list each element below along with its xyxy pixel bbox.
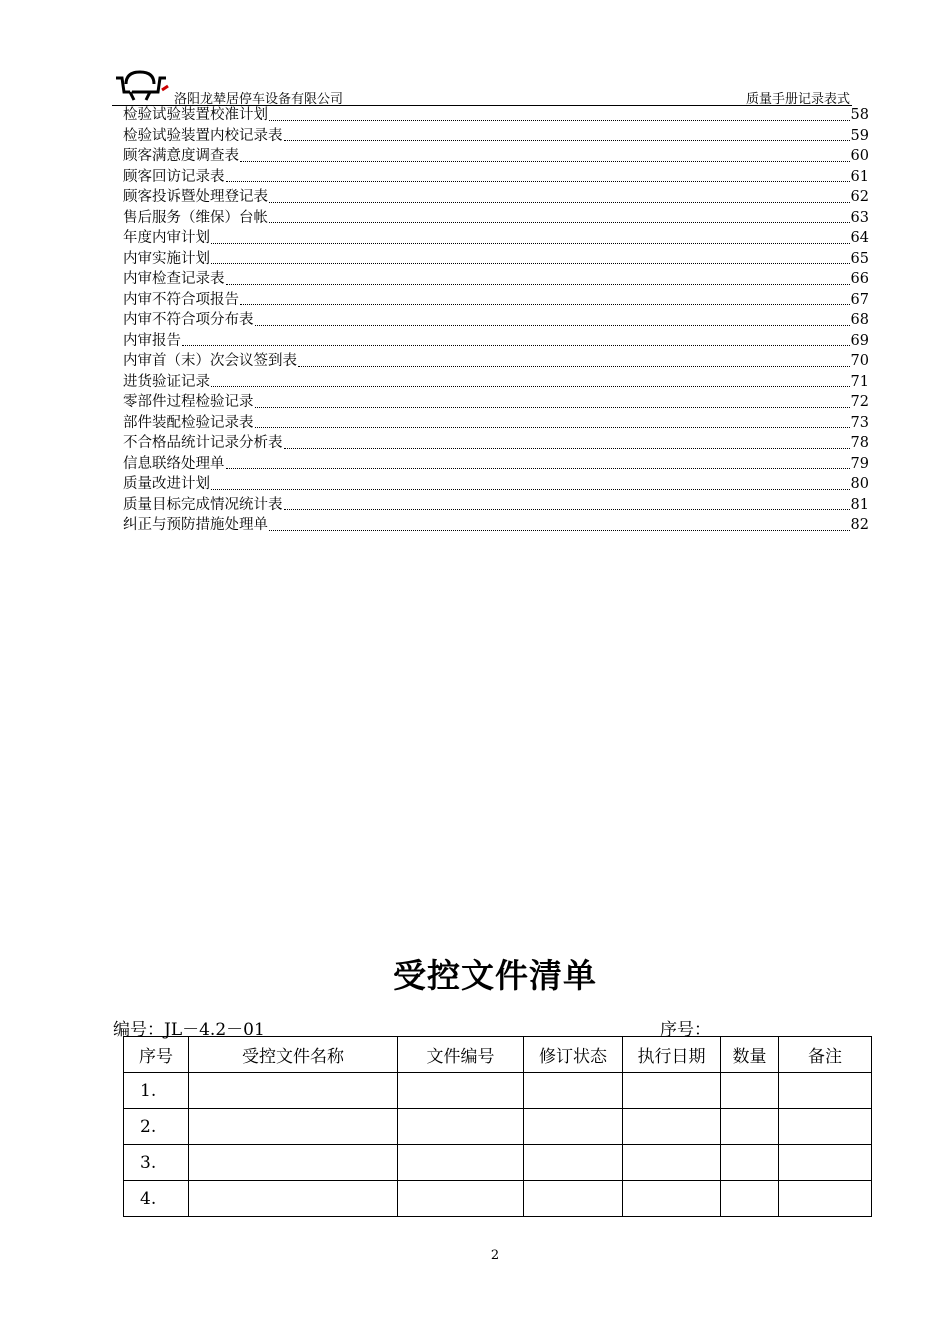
table-cell[interactable] [779,1109,872,1145]
table-cell[interactable] [623,1181,721,1217]
table-cell[interactable] [623,1145,721,1181]
toc-entry[interactable] [123,392,869,413]
row-number: 4. [124,1181,189,1217]
toc-entry-title: 顾客回访记录表 [123,168,225,185]
toc-leader-dots [211,242,850,244]
toc-entry-page: 59 [850,127,869,144]
table-cell[interactable] [189,1145,398,1181]
table-cell[interactable] [721,1073,779,1109]
toc-leader-dots [269,529,850,531]
toc-entry-page: 60 [850,148,869,164]
table-of-contents [123,105,869,536]
toc-entry[interactable] [123,105,869,126]
toc-entry-page: 81 [850,496,869,513]
toc-entry-title: 零部件过程检验记录 [123,394,254,410]
toc-leader-dots [255,426,850,428]
controlled-docs-table [123,1036,872,1217]
toc-leader-dots [211,488,850,490]
toc-leader-dots [255,406,850,408]
page-number: 2 [490,1248,500,1263]
column-header: 修订状态 [524,1037,623,1073]
toc-entry[interactable] [123,495,869,516]
toc-entry[interactable] [123,249,869,270]
toc-entry-title: 内审首（末）次会议签到表 [123,353,297,369]
toc-leader-dots [269,201,850,203]
toc-entry[interactable] [123,454,869,475]
toc-entry-page: 67 [850,291,869,308]
toc-entry-title: 年度内审计划 [123,230,210,246]
toc-entry-page: 65 [850,250,869,267]
toc-entry-title: 内审实施计划 [123,250,210,267]
toc-entry-title: 质量改进计划 [123,476,210,492]
toc-entry-page: 61 [850,168,869,185]
toc-entry[interactable] [123,167,869,188]
toc-entry-page: 73 [850,414,869,431]
table-cell[interactable] [398,1181,524,1217]
toc-entry[interactable] [123,433,869,454]
toc-entry-title: 不合格品统计记录分析表 [123,435,283,451]
table-cell[interactable] [524,1109,623,1145]
form-code: 编号：JL－4.2－01 [113,1020,265,1040]
toc-entry-page: 63 [850,209,869,226]
company-logo-icon [112,68,170,102]
toc-entry-title: 内审报告 [123,332,181,349]
column-header: 执行日期 [623,1037,721,1073]
toc-entry-page: 72 [850,394,869,410]
table-cell[interactable] [189,1181,398,1217]
toc-entry-page: 62 [850,189,869,205]
toc-leader-dots [269,119,850,121]
toc-entry[interactable] [123,474,869,495]
manual-title: 质量手册记录表式 [745,92,850,107]
toc-leader-dots [284,139,850,141]
toc-entry-page: 82 [850,517,869,533]
toc-entry-page: 71 [850,373,869,390]
table-row [124,1145,872,1181]
toc-entry[interactable] [123,208,869,229]
toc-entry-page: 69 [850,332,869,349]
toc-entry-title: 信息联络处理单 [123,455,225,472]
toc-entry-title: 内审不符合项分布表 [123,312,254,328]
toc-entry-title: 内审不符合项报告 [123,291,239,308]
table-cell[interactable] [779,1073,872,1109]
toc-leader-dots [226,467,850,469]
table-cell[interactable] [779,1181,872,1217]
table-cell[interactable] [524,1181,623,1217]
toc-leader-dots [255,324,850,326]
toc-leader-dots [298,365,850,367]
company-name: 洛阳龙辇居停车设备有限公司 [174,92,344,107]
toc-entry-title: 顾客满意度调查表 [123,148,239,164]
toc-entry[interactable] [123,228,869,249]
toc-entry-title: 纠正与预防措施处理单 [123,517,268,533]
toc-entry[interactable] [123,269,869,290]
column-header: 受控文件名称 [189,1037,398,1073]
toc-entry[interactable] [123,126,869,147]
toc-entry-title: 售后服务（维保）台帐 [123,209,268,226]
column-header: 文件编号 [398,1037,524,1073]
table-cell[interactable] [398,1145,524,1181]
table-cell[interactable] [721,1109,779,1145]
table-cell[interactable] [398,1109,524,1145]
toc-entry[interactable] [123,372,869,393]
table-header-row [124,1037,872,1073]
toc-entry[interactable] [123,310,869,331]
toc-entry-page: 80 [850,476,869,492]
table-cell[interactable] [189,1073,398,1109]
toc-leader-dots [284,508,850,510]
toc-entry[interactable] [123,290,869,311]
table-cell[interactable] [623,1109,721,1145]
toc-entry[interactable] [123,187,869,208]
toc-leader-dots [226,283,850,285]
table-cell[interactable] [524,1145,623,1181]
toc-entry-title: 质量目标完成情况统计表 [123,496,283,513]
toc-entry-page: 79 [850,455,869,472]
row-number: 3. [124,1145,189,1181]
table-cell[interactable] [721,1181,779,1217]
table-row [124,1181,872,1217]
page-header [112,68,852,106]
table-cell[interactable] [779,1145,872,1181]
toc-entry-page: 58 [850,107,869,123]
toc-entry-page: 70 [850,353,869,369]
table-cell[interactable] [524,1073,623,1109]
column-header: 数量 [721,1037,779,1073]
table-cell[interactable] [623,1073,721,1109]
table-cell[interactable] [721,1145,779,1181]
row-number: 2. [124,1109,189,1145]
table-cell[interactable] [189,1109,398,1145]
table-cell[interactable] [398,1073,524,1109]
table-row [124,1073,872,1109]
toc-leader-dots [240,303,850,305]
toc-entry-page: 68 [850,312,869,328]
column-header: 备注 [779,1037,872,1073]
table-row [124,1109,872,1145]
column-header: 序号 [124,1037,189,1073]
toc-leader-dots [226,180,850,182]
toc-entry-title: 内审检查记录表 [123,271,225,287]
toc-entry[interactable] [123,413,869,434]
toc-entry-page: 66 [850,271,869,287]
toc-leader-dots [240,160,850,162]
toc-entry-page: 64 [850,230,869,246]
row-number: 1. [124,1073,189,1109]
toc-leader-dots [211,262,850,264]
toc-entry[interactable] [123,146,869,167]
toc-leader-dots [284,447,850,449]
form-seq-label: 序号： [660,1020,711,1040]
toc-entry[interactable] [123,351,869,372]
toc-entry-page: 78 [850,435,869,451]
toc-entry-title: 检验试验装置内校记录表 [123,127,283,144]
toc-leader-dots [182,344,850,346]
toc-entry-title: 部件装配检验记录表 [123,414,254,431]
form-title: 受控文件清单 [393,956,597,995]
toc-entry[interactable] [123,515,869,536]
toc-entry-title: 顾客投诉暨处理登记表 [123,189,268,205]
toc-entry-title: 检验试验装置校准计划 [123,107,268,123]
toc-entry-title: 进货验证记录 [123,373,210,390]
toc-leader-dots [269,221,850,223]
toc-leader-dots [211,385,850,387]
toc-entry[interactable] [123,331,869,352]
